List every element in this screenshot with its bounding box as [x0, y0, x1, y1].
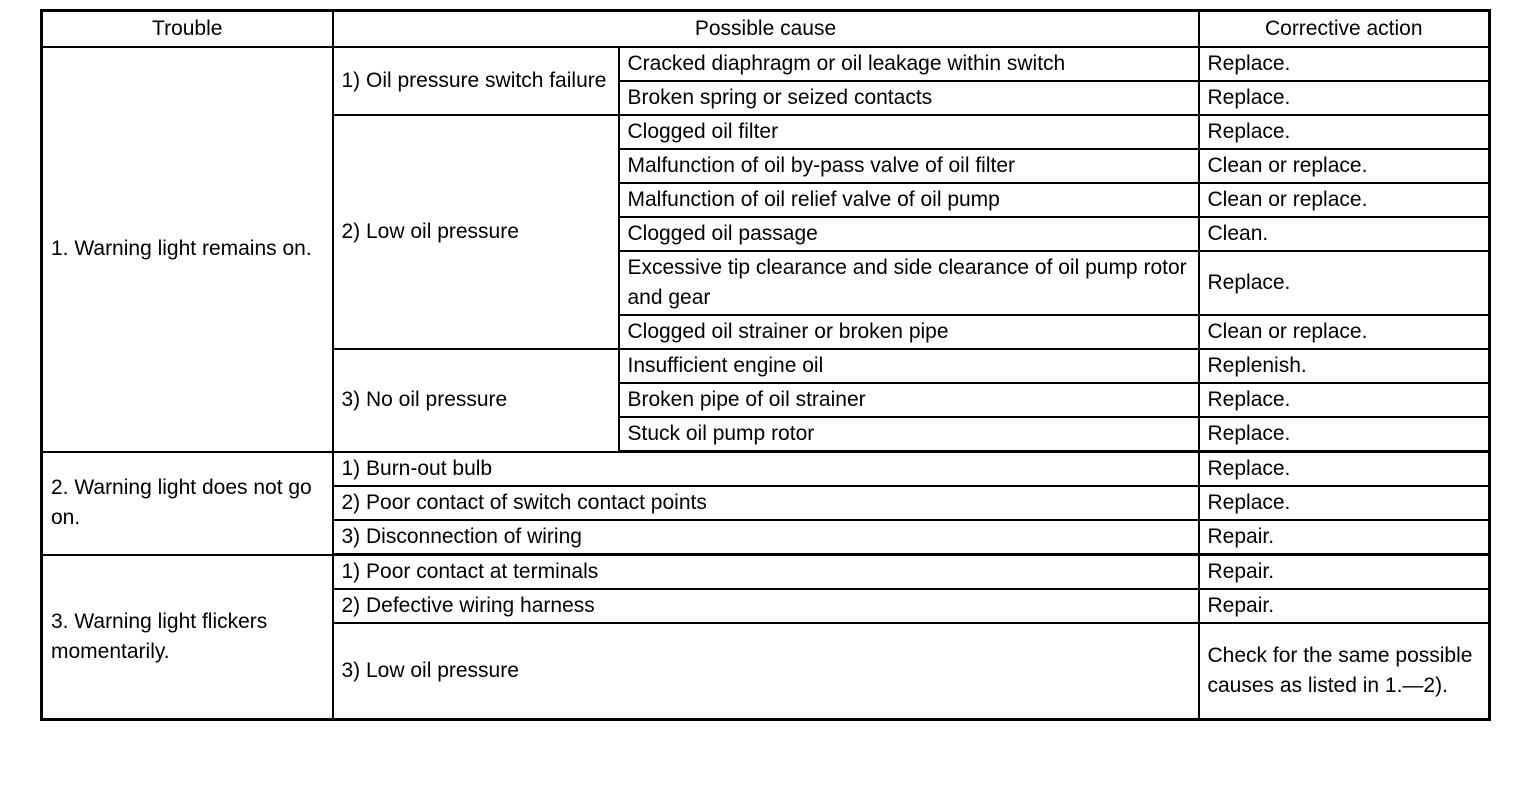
action-cell: Repair.: [1199, 520, 1490, 555]
cause-detail-cell: Insufficient engine oil: [619, 349, 1199, 383]
table-row: [42, 452, 1490, 487]
action-cell: Replace.: [1199, 47, 1490, 81]
table-row: [42, 555, 1490, 590]
cause-detail-cell: Broken spring or seized contacts: [619, 81, 1199, 115]
cause-cell: 2) Poor contact of switch contact points: [333, 486, 1199, 520]
cause-cell: 3) Disconnection of wiring: [333, 520, 1199, 555]
action-cell: Replace.: [1199, 486, 1490, 520]
action-cell: Replace.: [1199, 81, 1490, 115]
cause-detail-cell: Stuck oil pump rotor: [619, 417, 1199, 452]
action-cell: Replace.: [1199, 251, 1490, 315]
table-row: [42, 47, 1490, 81]
cause-cell: 3) No oil pressure: [333, 349, 619, 452]
cause-detail-cell: Clogged oil strainer or broken pipe: [619, 315, 1199, 349]
action-cell: Replace.: [1199, 115, 1490, 149]
action-cell: Replace.: [1199, 383, 1490, 417]
trouble-cell: 3. Warning light flickers momentarily.: [42, 555, 333, 720]
action-cell: Repair.: [1199, 589, 1490, 623]
action-cell: Clean.: [1199, 217, 1490, 251]
cause-detail-cell: Clogged oil passage: [619, 217, 1199, 251]
header-possible-cause: Possible cause: [333, 11, 1199, 48]
cause-detail-cell: Excessive tip clearance and side clearance of oil pump rotor and gear: [619, 251, 1199, 315]
cause-cell: 2) Low oil pressure: [333, 115, 619, 349]
trouble-cell: 1. Warning light remains on.: [42, 47, 333, 452]
cause-cell: 2) Defective wiring harness: [333, 589, 1199, 623]
cause-cell: 1) Burn-out bulb: [333, 452, 1199, 487]
trouble-cell: 2. Warning light does not go on.: [42, 452, 333, 555]
action-cell: Repair.: [1199, 555, 1490, 590]
action-cell: Check for the same possible causes as listed in 1.—2).: [1199, 623, 1490, 720]
table-header-row: [42, 11, 1490, 48]
troubleshooting-sheet: [40, 9, 1488, 721]
header-trouble: Trouble: [42, 11, 333, 48]
action-cell: Replace.: [1199, 452, 1490, 487]
action-cell: Replenish.: [1199, 349, 1490, 383]
cause-cell: 1) Oil pressure switch failure: [333, 47, 619, 115]
action-cell: Clean or replace.: [1199, 315, 1490, 349]
cause-detail-cell: Cracked diaphragm or oil leakage within switch: [619, 47, 1199, 81]
action-cell: Clean or replace.: [1199, 149, 1490, 183]
cause-detail-cell: Broken pipe of oil strainer: [619, 383, 1199, 417]
cause-detail-cell: Malfunction of oil relief valve of oil pump: [619, 183, 1199, 217]
cause-detail-cell: Clogged oil filter: [619, 115, 1199, 149]
troubleshooting-table: [40, 9, 1491, 721]
action-cell: Clean or replace.: [1199, 183, 1490, 217]
header-corrective-action: Corrective action: [1199, 11, 1490, 48]
cause-cell: 1) Poor contact at terminals: [333, 555, 1199, 590]
cause-detail-cell: Malfunction of oil by-pass valve of oil filter: [619, 149, 1199, 183]
cause-cell: 3) Low oil pressure: [333, 623, 1199, 720]
action-cell: Replace.: [1199, 417, 1490, 452]
